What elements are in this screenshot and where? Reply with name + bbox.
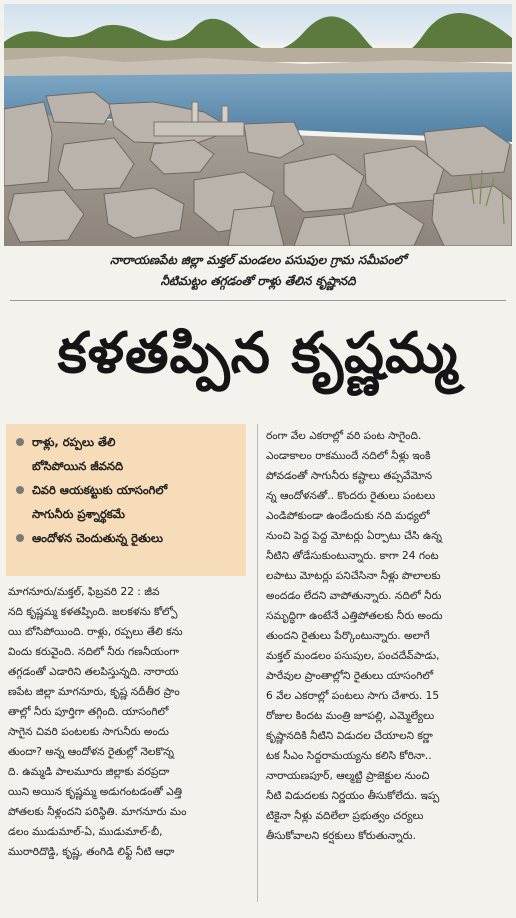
body-line: నారాయణపూర్, ఆల్మట్టి ప్రాజెక్టుల నుంచి [266, 770, 430, 782]
body-line: పోవడంతో సాగునీరు కష్టాలు తప్పవేమోన [266, 470, 433, 482]
bullet-icon [16, 438, 24, 446]
body-line: కృష్ణానదికి నీటిని విడుదల చేయాలని కర్ణా [266, 730, 433, 742]
body-line: యిని అయిన కృష్ణమ్మ అడుగంటడంతో ఎత్తి [8, 786, 182, 798]
body-line: తీసుకోవాలని కర్షకులు కోరుతున్నారు. [266, 830, 416, 842]
body-line: తగ్గడంతో ఎడారిని తలపిస్తున్నది. నారాయ [8, 666, 179, 678]
body-line: రోజుల కిందట మంత్రి జూపల్లి, ఎమ్మెల్యేలు [266, 710, 435, 722]
body-line: అందడం లేదని వాపోతున్నారు. నదిలో నీరు [266, 590, 442, 602]
body-line: న్న ఆందోళనతో.. కొందరు రైతులు పంటలు [266, 490, 436, 502]
highlight-text: ఆందోళన చెందుతున్న రైతులు [32, 531, 164, 545]
caption-line-2: నీటిమట్టం తగ్గడంతో రాళ్లు తేలిన కృష్ణానది [160, 274, 356, 288]
column-divider [257, 424, 258, 902]
body-line: నది కృష్ణమ్మ కళతప్పింది. జలకళను కోల్పో [8, 606, 178, 618]
body-line: ది. ఉమ్మడి పాలమూరు జిల్లాకు వరప్రదా [8, 766, 170, 778]
caption-line-1: నారాయణపేట జిల్లా మక్తల్ మండలం పసుపుల గ్రామ సమీపంలో [109, 253, 407, 267]
headline: కళతప్పిన కృష్ణమ్మ [57, 321, 459, 386]
body-line: సాగైన చివరి పంటలకు సాగునీరు అందు [8, 726, 169, 738]
article-column-right [266, 426, 512, 846]
body-line: 6 వేల ఎకరాల్లో పంటలు సాగు చేశారు. 15 [266, 690, 440, 702]
highlight-text: రాళ్లు, రప్పలు తేలి బోసిపోయిన జీవనది [32, 435, 124, 473]
body-line: లపాటు మోటర్లు పనిచేసినా నీళ్లు పొలాలకు [266, 570, 441, 582]
body-line: సమృద్ధిగా ఉంటేనే ఎత్తిపోతలకు నీరు అందు [266, 610, 443, 622]
body-line: తాల్లో నీరు పూర్తిగా తగ్గింది. యాసంగిలో [8, 706, 169, 718]
body-line: నుంచి పెద్ద పెద్ద మోటర్లు ఏర్పాటు చేసి ఉన్న [266, 530, 442, 542]
body-line: పారేవుల ప్రాంతాల్లోని రైతులు యాసంగిలో [266, 670, 434, 682]
body-line: పోతలకు నీళ్లందని పరిస్థితి. మాగనూరు మం [8, 806, 187, 818]
body-line: నీటిని తోడేసుకుంటున్నారు. కాగా 24 గంట [266, 550, 439, 562]
body-line: తుందని రైతులు పేర్కొంటున్నారు. అలాగే [266, 630, 430, 642]
body-line: రంగా వేల ఎకరాల్లో వరి పంట సాగైంది. [266, 430, 422, 442]
river-rocks-image [4, 4, 512, 246]
photo-caption [0, 250, 516, 292]
body-line: విందు కరువైంది. నదిలో నీరు గణనీయంగా [8, 646, 180, 658]
body-line: టక సీఎం సిద్దరామయ్యను కలిసి కోరినా.. [266, 750, 432, 762]
highlight-text: చివరి ఆయకట్టుకు యాసంగిలో సాగునీరు ప్రశ్నార్థకమే [32, 483, 168, 521]
body-line: మాగనూరు/మక్తల్, ఫిబ్రవరి 22 : జీవ [8, 586, 160, 598]
article-column-left [8, 582, 252, 862]
body-line: డలం ముడుమాల్-ఏ, ముడుమాల్-బీ, [8, 826, 163, 838]
news-photo-river [4, 4, 512, 246]
body-line: ఎండాకాలం రాకముందే నదిలో నీళ్లు ఇంకి [266, 450, 431, 462]
highlight-item [16, 430, 238, 478]
bullet-icon [16, 534, 24, 542]
body-line: యి బోసిపోయింది. రాళ్లు, రప్పలు తేలి కను [8, 626, 183, 638]
body-line: నీటి విడుదలకు నిర్ణయం తీసుకోలేదు. ఇప్ప [266, 790, 440, 802]
body-line: ణపేట జిల్లా మాగనూరు, కృష్ణ నదీతీర ప్రాం [8, 686, 180, 698]
body-line: తుందా? అన్న ఆందోళన రైతుల్లో నెలకొన్న [8, 746, 174, 758]
body-line: మురారిదొడ్డి, కృష్ణ, తంగిడి లిఫ్ట్ నీటి ఆధా [8, 846, 175, 858]
body-line: మక్తల్ మండలం పసుపుల, పంచదేవ్‌పాడు, [266, 650, 440, 662]
bullet-icon [16, 486, 24, 494]
body-line: టికైనా నీళ్లు వదిలేలా ప్రభుత్వం చర్యలు [266, 810, 424, 822]
body-line: ఎండిపోకుండా ఉండేందుకు నది మధ్యలో [266, 510, 430, 522]
highlight-item [16, 526, 238, 550]
highlights-box [6, 424, 246, 576]
divider-top [10, 300, 506, 301]
highlight-item [16, 478, 238, 526]
